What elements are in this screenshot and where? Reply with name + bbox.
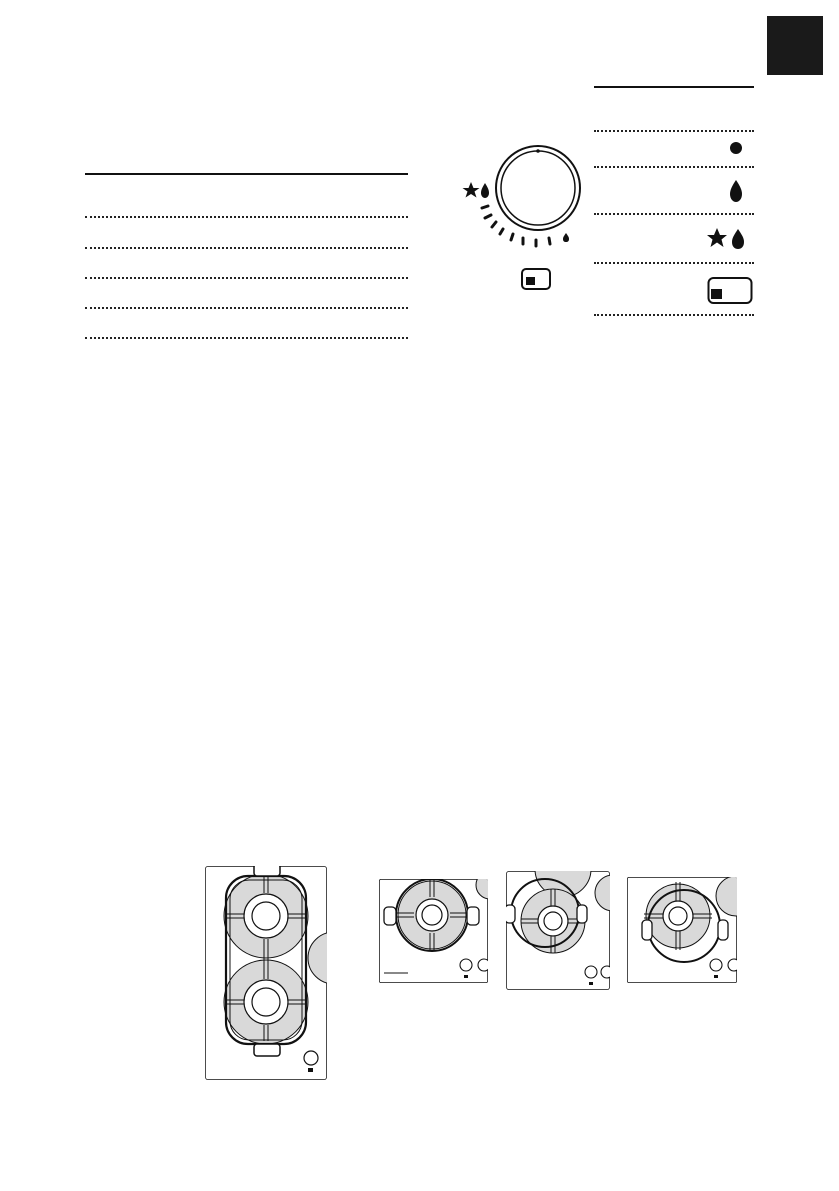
star-icon — [463, 182, 480, 198]
hob-illustration-pan-centered — [378, 877, 489, 985]
right-table-row-rule — [594, 166, 754, 168]
flame-icon — [481, 183, 489, 198]
lock-key-icon — [707, 276, 753, 306]
left-table-row-rule — [85, 247, 408, 249]
left-table-row-rule — [85, 216, 408, 218]
knob-dial-diagram — [460, 138, 610, 298]
right-table-row-rule — [594, 130, 754, 132]
section-tab-marker — [767, 16, 823, 75]
right-table-row-rule — [594, 213, 754, 215]
left-table-row-rule — [85, 307, 408, 309]
hob-illustration-domino — [204, 863, 328, 1081]
hob-illustration-large-pan — [626, 876, 738, 984]
left-table-row-rule — [85, 277, 408, 279]
left-table-header-rule — [85, 173, 408, 175]
hob-illustration-pan-off-center — [505, 869, 611, 992]
small-flame-icon — [563, 233, 569, 242]
star-flame-icon — [706, 226, 750, 252]
flame-icon — [726, 178, 746, 204]
right-table-row-rule — [594, 262, 754, 264]
right-table-header-rule — [594, 86, 754, 88]
dot-icon — [726, 139, 746, 159]
left-table-row-rule — [85, 337, 408, 339]
right-table-row-rule — [594, 314, 754, 316]
